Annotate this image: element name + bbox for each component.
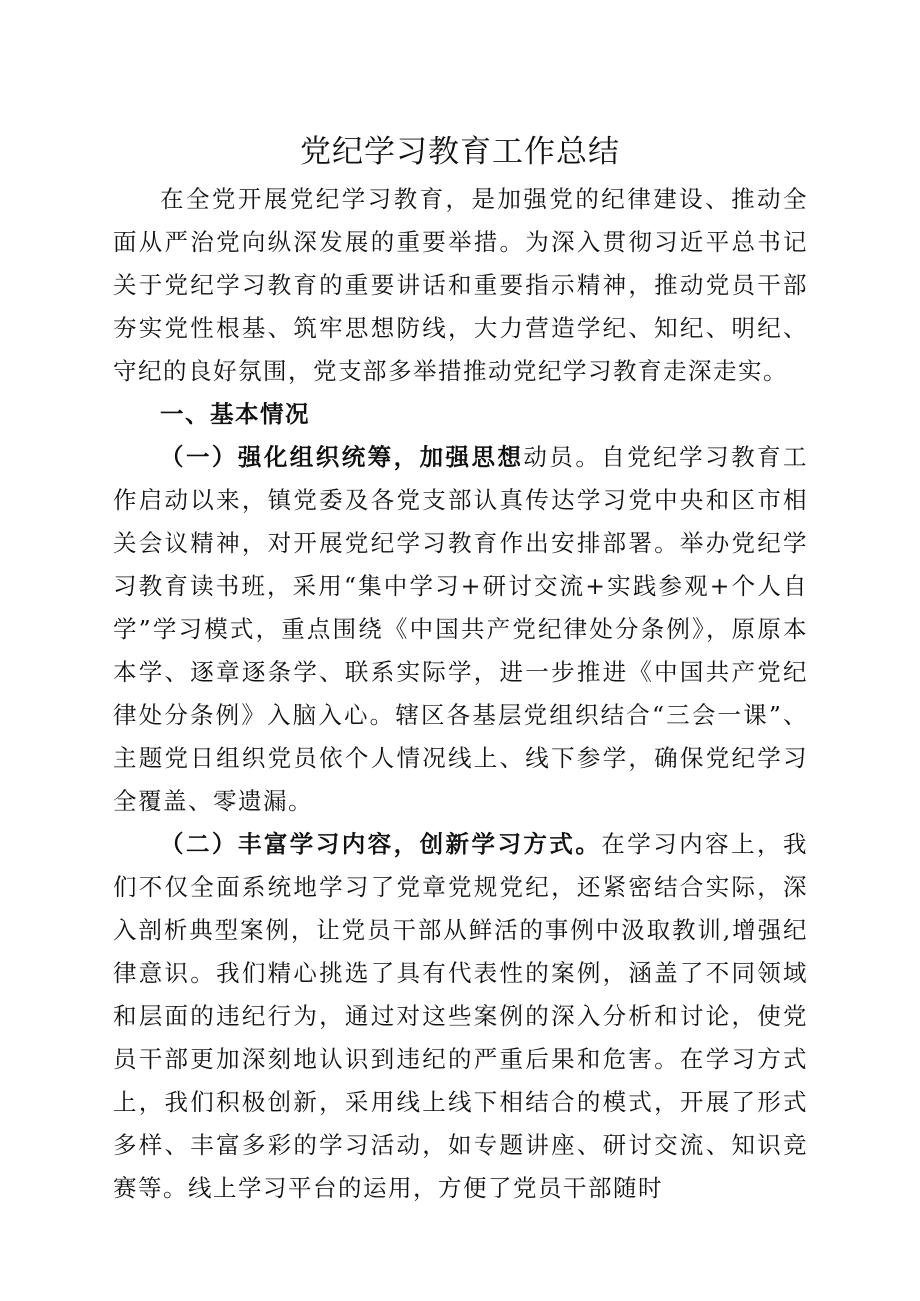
item-2-body: 在学习内容上，我们不仅全面系统地学习了党章党规党纪，还紧密结合实际，深入剖析典型案例，让党员干部从鲜活的事例中汲取教训,增强纪律意识。我们精心挑选了具有代表性的案例，涵盖了不同领域和层面的违纪行为，通过对这些案例的深入分析和讨论，使党员干部更加深刻地认识到违纪的严重后果和危害。在学习方式上，我们积极创新，采用线上线下相结合的模式，开展了形式多样、丰富多彩的学习活动，如专题讲座、研讨交流、知识竞赛等。线上学习平台的运用，方便了党员干部随时 xyxy=(113,830,809,1202)
item-1-body: 动员。自党纪学习教育工作启动以来，镇党委及各党支部认真传达学习党中央和区市相关会议精神，对开展党纪学习教育作出安排部署。举办党纪学习教育读书班，采用“集中学习+研讨交流+实践参观+个人自学”学习模式，重点围绕《中国共产党纪律处分条例》，原原本本学、逐章逐条学、联系实际学，进一步推进《中国共产党纪律处分条例》入脑入心。辖区各基层党组织结合“三会一课”、主题党日组织党员依个人情况线上、线下参学，确保党纪学习全覆盖、零遗漏。 xyxy=(113,443,809,815)
section-heading-basic-situation: 一、基本情况 xyxy=(160,400,310,428)
item-2-lead: （二）丰富学习内容，创新学习方式。 xyxy=(160,830,602,858)
item-2-paragraph xyxy=(113,823,808,1210)
intro-paragraph: 在全党开展党纪学习教育，是加强党的纪律建设、推动全面从严治党向纵深发展的重要举措。为深入贯彻习近平总书记关于党纪学习教育的重要讲话和重要指示精神，推动党员干部夯实党性根基、筑牢思想防线，大力营造学纪、知纪、明纪、守纪的良好氛围，党支部多举措推动党纪学习教育走深走实。 xyxy=(113,185,808,385)
document-title: 党纪学习教育工作总结 xyxy=(300,134,620,170)
item-1-lead: （一）强化组织统筹，加强思想 xyxy=(160,443,524,471)
document-body xyxy=(113,178,808,1210)
item-1-paragraph xyxy=(113,436,808,823)
